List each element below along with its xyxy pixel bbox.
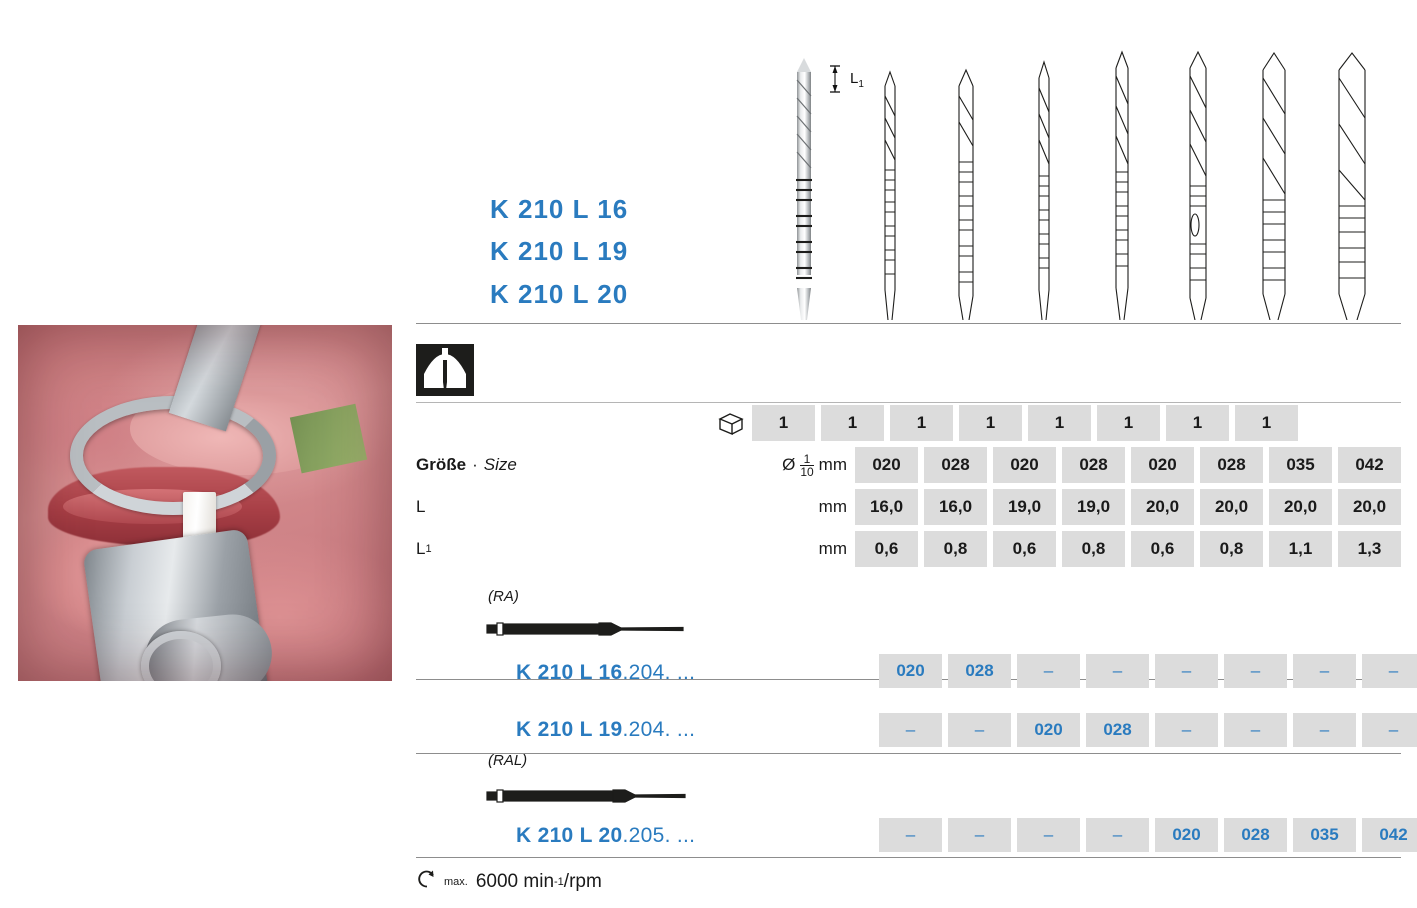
cell-order2-6: – xyxy=(1224,713,1287,747)
fraction-denominator: 10 xyxy=(800,464,814,479)
cell-order3-2: – xyxy=(948,818,1011,852)
cell-order2-4: 028 xyxy=(1086,713,1149,747)
cell-size-2: 028 xyxy=(924,447,987,483)
cell-pack-7: 1 xyxy=(1166,405,1229,441)
cell-length1-6: 0,8 xyxy=(1200,531,1263,567)
max-speed-unit-alt: /rpm xyxy=(563,871,602,892)
cell-length1-3: 0,6 xyxy=(993,531,1056,567)
cell-order3-3: – xyxy=(1017,818,1080,852)
cell-pack-3: 1 xyxy=(890,405,953,441)
length-label: L xyxy=(416,497,426,516)
cell-size-6: 028 xyxy=(1200,447,1263,483)
max-speed-value: 6000 min xyxy=(475,871,555,892)
length1-label: L xyxy=(416,539,426,558)
cell-length1-4: 0,8 xyxy=(1062,531,1125,567)
size-row xyxy=(416,447,1401,483)
length1-unit-mm: mm xyxy=(818,539,847,558)
max-speed-exponent: -1 xyxy=(554,876,564,888)
cell-length-2: 16,0 xyxy=(924,489,987,525)
product-titles xyxy=(490,188,750,315)
cell-length-1: 16,0 xyxy=(855,489,918,525)
cell-order1-1: 020 xyxy=(879,654,942,688)
bur-illustration-7 xyxy=(1245,40,1303,320)
cell-pack-1: 1 xyxy=(752,405,815,441)
order-cells-group-1 xyxy=(879,654,1417,688)
bur-illustrations xyxy=(775,40,1400,320)
shank-type-ra: (RA) xyxy=(488,588,519,605)
size-unit-fraction xyxy=(800,453,813,478)
product-code-3 xyxy=(516,824,695,848)
product-title-1: K 210 L 16 xyxy=(490,194,629,224)
cell-order3-6: 028 xyxy=(1224,818,1287,852)
divider-ral-group xyxy=(416,753,1401,754)
cell-order2-3: 020 xyxy=(1017,713,1080,747)
pack-quantity-row xyxy=(416,405,1401,441)
bur-illustration-3 xyxy=(937,40,995,320)
product-title-3: K 210 L 20 xyxy=(490,278,629,309)
ral-shank-icon xyxy=(483,779,693,813)
cell-order3-1: – xyxy=(879,818,942,852)
max-speed-footer xyxy=(416,868,602,896)
bur-illustration-2 xyxy=(861,40,919,320)
cell-length-8: 20,0 xyxy=(1338,489,1401,525)
cell-order2-1: – xyxy=(879,713,942,747)
cell-order1-8: – xyxy=(1362,654,1417,688)
cell-length1-5: 0,6 xyxy=(1131,531,1194,567)
product-title-2: K 210 L 19 xyxy=(490,236,629,267)
product-code-2-suffix: .204. ... xyxy=(622,718,696,741)
cell-order2-2: – xyxy=(948,713,1011,747)
length-row xyxy=(416,489,1401,525)
length-row-label xyxy=(416,489,725,525)
length1-label-sub: 1 xyxy=(425,543,432,555)
implant-drill-icon xyxy=(416,344,474,396)
cell-length-3: 19,0 xyxy=(993,489,1056,525)
cell-order3-7: 035 xyxy=(1293,818,1356,852)
cell-pack-2: 1 xyxy=(821,405,884,441)
product-code-2-bold: K 210 L 19 xyxy=(516,718,623,741)
ra-shank-icon xyxy=(483,612,693,646)
length1-row-label xyxy=(416,531,725,567)
bur-illustration-8 xyxy=(1323,40,1381,320)
cell-order1-4: – xyxy=(1086,654,1149,688)
cell-order2-8: – xyxy=(1362,713,1417,747)
size-unit-mm: mm xyxy=(818,455,847,474)
cell-length-5: 20,0 xyxy=(1131,489,1194,525)
cell-pack-8: 1 xyxy=(1235,405,1298,441)
photo-vignette xyxy=(18,325,392,681)
length-cells xyxy=(855,489,1401,525)
diameter-symbol: Ø xyxy=(782,455,796,474)
fraction-numerator: 1 xyxy=(800,453,813,466)
bur-illustration-5 xyxy=(1093,40,1151,320)
size-cells xyxy=(855,447,1401,483)
bur-illustration-6 xyxy=(1169,40,1227,320)
cell-size-3: 020 xyxy=(993,447,1056,483)
size-label-de: Größe xyxy=(416,455,467,474)
cell-pack-6: 1 xyxy=(1097,405,1160,441)
product-code-3-bold: K 210 L 20 xyxy=(516,824,623,847)
product-code-3-suffix: .205. ... xyxy=(622,824,696,847)
cell-order1-5: – xyxy=(1155,654,1218,688)
length1-row xyxy=(416,531,1401,567)
size-label-en: Size xyxy=(483,455,517,474)
divider-footer xyxy=(416,857,1401,858)
divider-top xyxy=(416,323,1401,324)
bur-illustration-4 xyxy=(1015,40,1073,320)
cell-size-4: 028 xyxy=(1062,447,1125,483)
cell-length1-2: 0,8 xyxy=(924,531,987,567)
cell-order3-8: 042 xyxy=(1362,818,1417,852)
size-label-separator: · xyxy=(472,455,478,474)
bur-illustration-1 xyxy=(775,40,833,320)
cell-order1-6: – xyxy=(1224,654,1287,688)
cell-length-6: 20,0 xyxy=(1200,489,1263,525)
cell-order3-4: – xyxy=(1086,818,1149,852)
size-row-label xyxy=(416,447,725,483)
cell-length1-7: 1,1 xyxy=(1269,531,1332,567)
length1-row-unit xyxy=(725,531,855,567)
product-code-1-suffix: .204. ... xyxy=(622,661,696,684)
length1-cells xyxy=(855,531,1401,567)
l1-dimension-label: $L_1$ xyxy=(850,70,864,90)
cell-size-1: 020 xyxy=(855,447,918,483)
product-code-2 xyxy=(516,718,695,742)
product-code-1 xyxy=(516,661,695,685)
cell-pack-5: 1 xyxy=(1028,405,1091,441)
length-unit-mm: mm xyxy=(818,497,847,516)
cell-length1-8: 1,3 xyxy=(1338,531,1401,567)
size-row-unit xyxy=(725,447,855,483)
pack-quantity-cells xyxy=(752,405,1298,441)
cell-size-8: 042 xyxy=(1338,447,1401,483)
cell-order2-7: – xyxy=(1293,713,1356,747)
cell-size-7: 035 xyxy=(1269,447,1332,483)
cell-length-4: 19,0 xyxy=(1062,489,1125,525)
cell-pack-4: 1 xyxy=(959,405,1022,441)
shank-type-ral: (RAL) xyxy=(488,752,528,769)
divider-icon-row xyxy=(416,402,1401,403)
cell-order1-3: – xyxy=(1017,654,1080,688)
length-row-unit xyxy=(725,489,855,525)
cell-order3-5: 020 xyxy=(1155,818,1218,852)
box-quantity-icon xyxy=(416,405,752,441)
clinical-photo xyxy=(18,325,392,681)
product-code-1-bold: K 210 L 16 xyxy=(516,661,623,684)
cell-size-5: 020 xyxy=(1131,447,1194,483)
cell-length1-1: 0,6 xyxy=(855,531,918,567)
cell-order2-5: – xyxy=(1155,713,1218,747)
order-cells-group-2 xyxy=(879,713,1417,747)
order-cells-group-3 xyxy=(879,818,1417,852)
cell-length-7: 20,0 xyxy=(1269,489,1332,525)
cell-order1-7: – xyxy=(1293,654,1356,688)
rotation-speed-icon xyxy=(416,868,438,896)
cell-order1-2: 028 xyxy=(948,654,1011,688)
specification-table xyxy=(416,405,1401,573)
max-label: max. xyxy=(444,876,468,888)
